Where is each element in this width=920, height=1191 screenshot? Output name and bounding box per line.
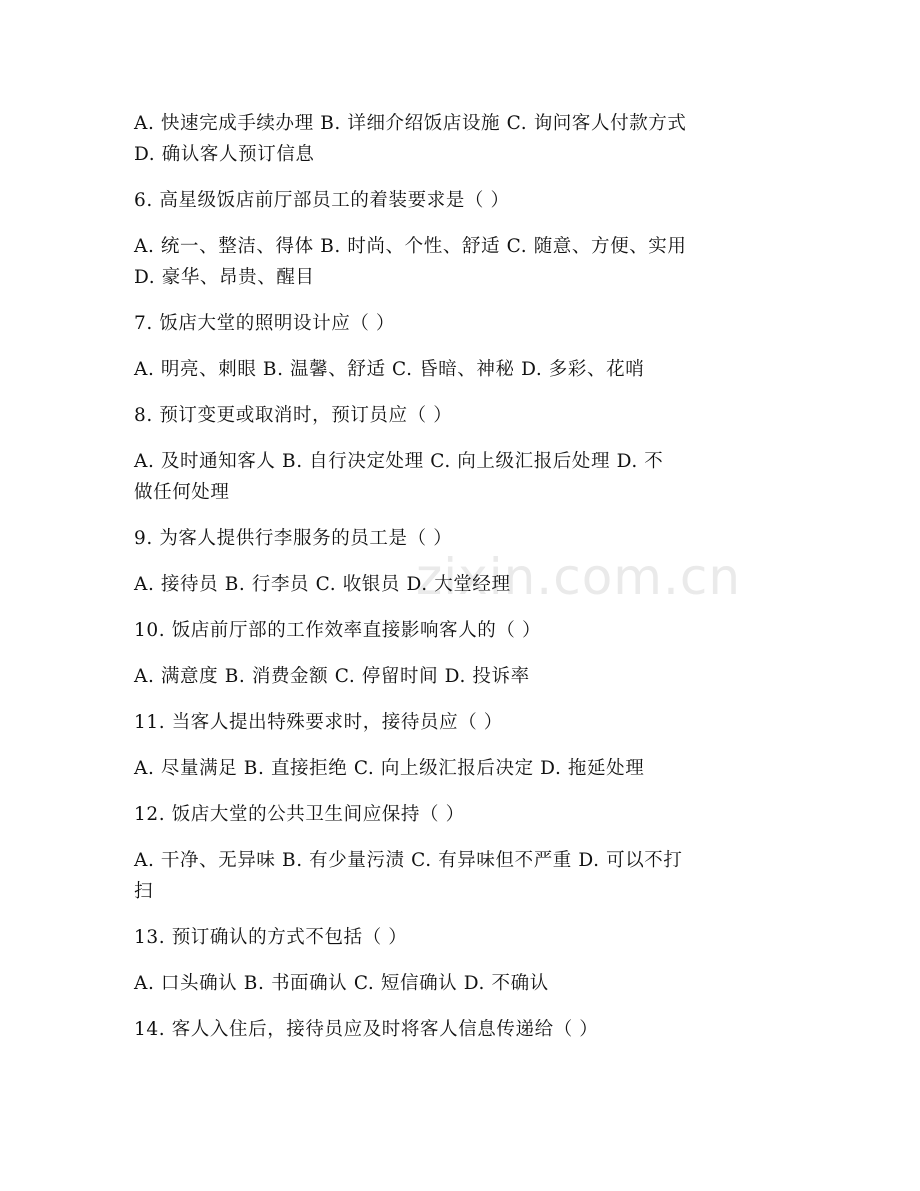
option-line: 做任何处理 xyxy=(134,482,230,503)
option-line: A. 口头确认 B. 书面确认 C. 短信确认 D. 不确认 xyxy=(134,973,549,994)
option-line: D. 豪华、昂贵、醒目 xyxy=(134,267,315,288)
question-line: 14. 客人入住后，接待员应及时将客人信息传递给（ ） xyxy=(134,1019,599,1040)
question-list xyxy=(134,108,782,1045)
question-line: 10. 饭店前厅部的工作效率直接影响客人的（ ） xyxy=(134,620,542,641)
option-line: A. 明亮、刺眼 B. 温馨、舒适 C. 昏暗、神秘 D. 多彩、花哨 xyxy=(134,359,645,380)
option-line: A. 及时通知客人 B. 自行决定处理 C. 向上级汇报后处理 D. 不 xyxy=(134,451,664,472)
question-line: 6. 高星级饭店前厅部员工的着装要求是（ ） xyxy=(134,190,510,211)
option-line: A. 快速完成手续办理 B. 详细介绍饭店设施 C. 询问客人付款方式 xyxy=(134,113,687,134)
option-line: A. 尽量满足 B. 直接拒绝 C. 向上级汇报后决定 D. 拖延处理 xyxy=(134,758,645,779)
question-line: 13. 预订确认的方式不包括（ ） xyxy=(134,927,408,948)
watermark: zixin.com.cn xyxy=(416,548,742,606)
option-line: 扫 xyxy=(134,881,154,902)
option-line: A. 接待员 B. 行李员 C. 收银员 D. 大堂经理 xyxy=(134,574,511,595)
option-line: D. 确认客人预订信息 xyxy=(134,144,315,165)
question-line: 11. 当客人提出特殊要求时，接待员应（ ） xyxy=(134,712,503,733)
option-line: A. 满意度 B. 消费金额 C. 停留时间 D. 投诉率 xyxy=(134,666,530,687)
question-line: 9. 为客人提供行李服务的员工是（ ） xyxy=(134,528,453,549)
question-line: 12. 饭店大堂的公共卫生间应保持（ ） xyxy=(134,804,465,825)
option-line: A. 干净、无异味 B. 有少量污渍 C. 有异味但不严重 D. 可以不打 xyxy=(134,850,683,871)
question-line: 8. 预订变更或取消时，预订员应（ ） xyxy=(134,405,453,426)
option-line: A. 统一、整洁、得体 B. 时尚、个性、舒适 C. 随意、方便、实用 xyxy=(134,236,687,257)
question-line: 7. 饭店大堂的照明设计应（ ） xyxy=(134,313,396,334)
